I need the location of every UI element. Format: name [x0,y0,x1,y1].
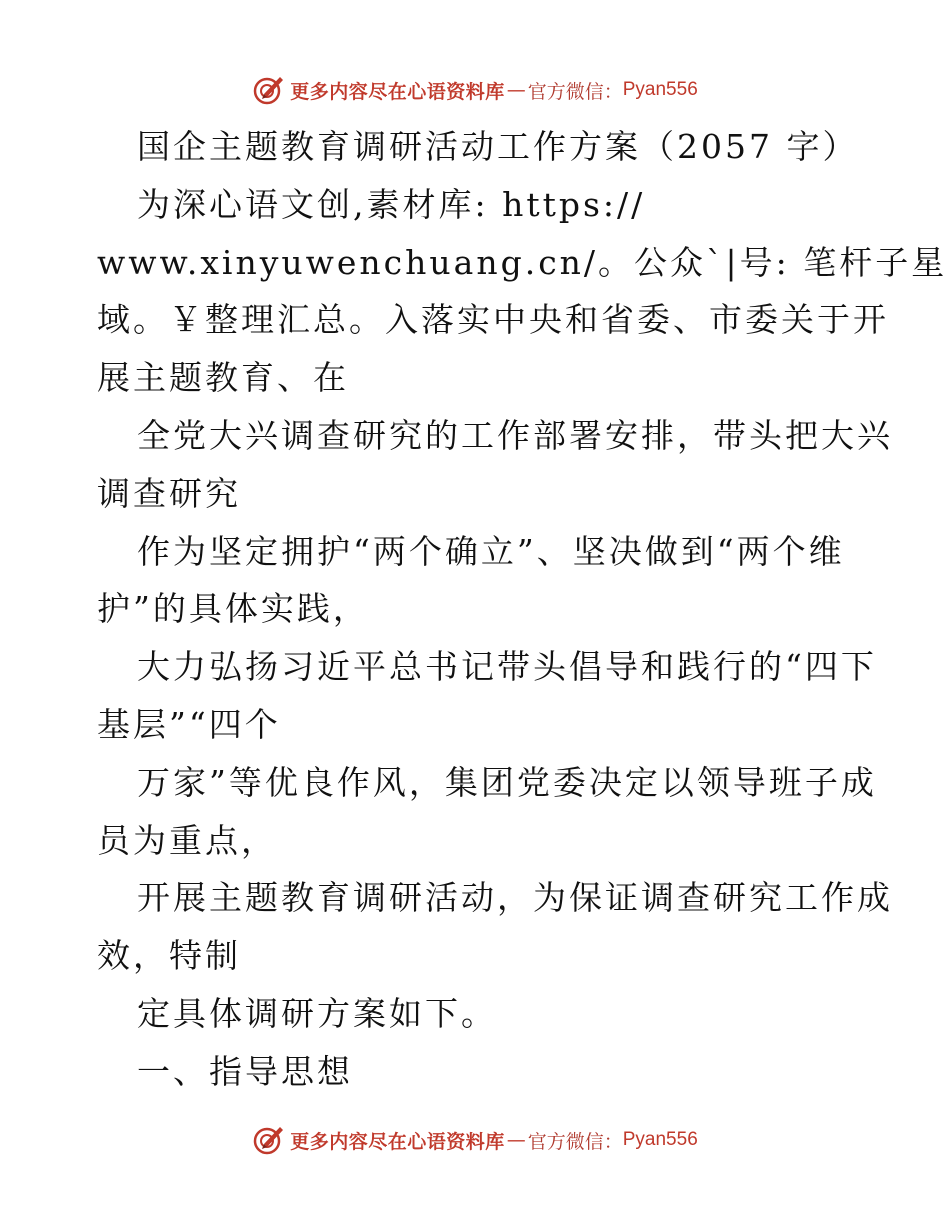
text-line: www.xinyuwenchuang.cn/。公众`|号: 笔杆子星 [97,242,948,282]
text-line: 展主题教育、在 [97,358,349,398]
text-line: 调查研究 [97,473,241,513]
document-title: 国企主题教育调研活动工作方案（2057 字） [137,127,859,166]
watermark-wechat-label: 官方微信： [527,80,623,103]
text-line: 基层”“四个 [97,704,281,744]
watermark-dash: — [506,79,526,101]
watermark-wechat-id: Pyan556 [622,79,698,100]
watermark-text: 更多内容尽在心语资料库 [290,1130,505,1153]
text-line: 全党大兴调查研究的工作部署安排，带头把大兴 [137,415,893,455]
watermark-dash: — [506,1129,526,1151]
pen-logo-icon [252,73,286,107]
text-line: 大力弘扬习近平总书记带头倡导和践行的“四下 [137,647,877,687]
text-line: 员为重点， [97,820,277,860]
text-line: 万家”等优良作风，集团党委决定以领导班子成 [137,762,877,802]
text-line: 域。￥整理汇总。入落实中央和省委、市委关于开 [97,300,889,340]
watermark-text: 更多内容尽在心语资料库 [290,80,505,103]
text-line: 护”的具体实践， [97,589,369,629]
pen-logo-icon [252,1123,286,1157]
section-heading: 一、指导思想 [137,1051,353,1091]
text-line: 效，特制 [97,936,241,976]
footer-watermark-banner [0,1120,950,1160]
header-watermark-banner [0,70,950,110]
watermark-wechat-label: 官方微信： [527,1130,623,1153]
text-line: 作为坚定拥护“两个确立”、坚决做到“两个维 [137,531,845,571]
document-body [97,118,948,1101]
watermark-wechat-id: Pyan556 [622,1129,698,1150]
text-line: 定具体调研方案如下。 [137,993,497,1033]
text-line: 开展主题教育调研活动，为保证调查研究工作成 [137,878,893,918]
text-line: 为深心语文创,素材库: https:// [137,184,646,224]
